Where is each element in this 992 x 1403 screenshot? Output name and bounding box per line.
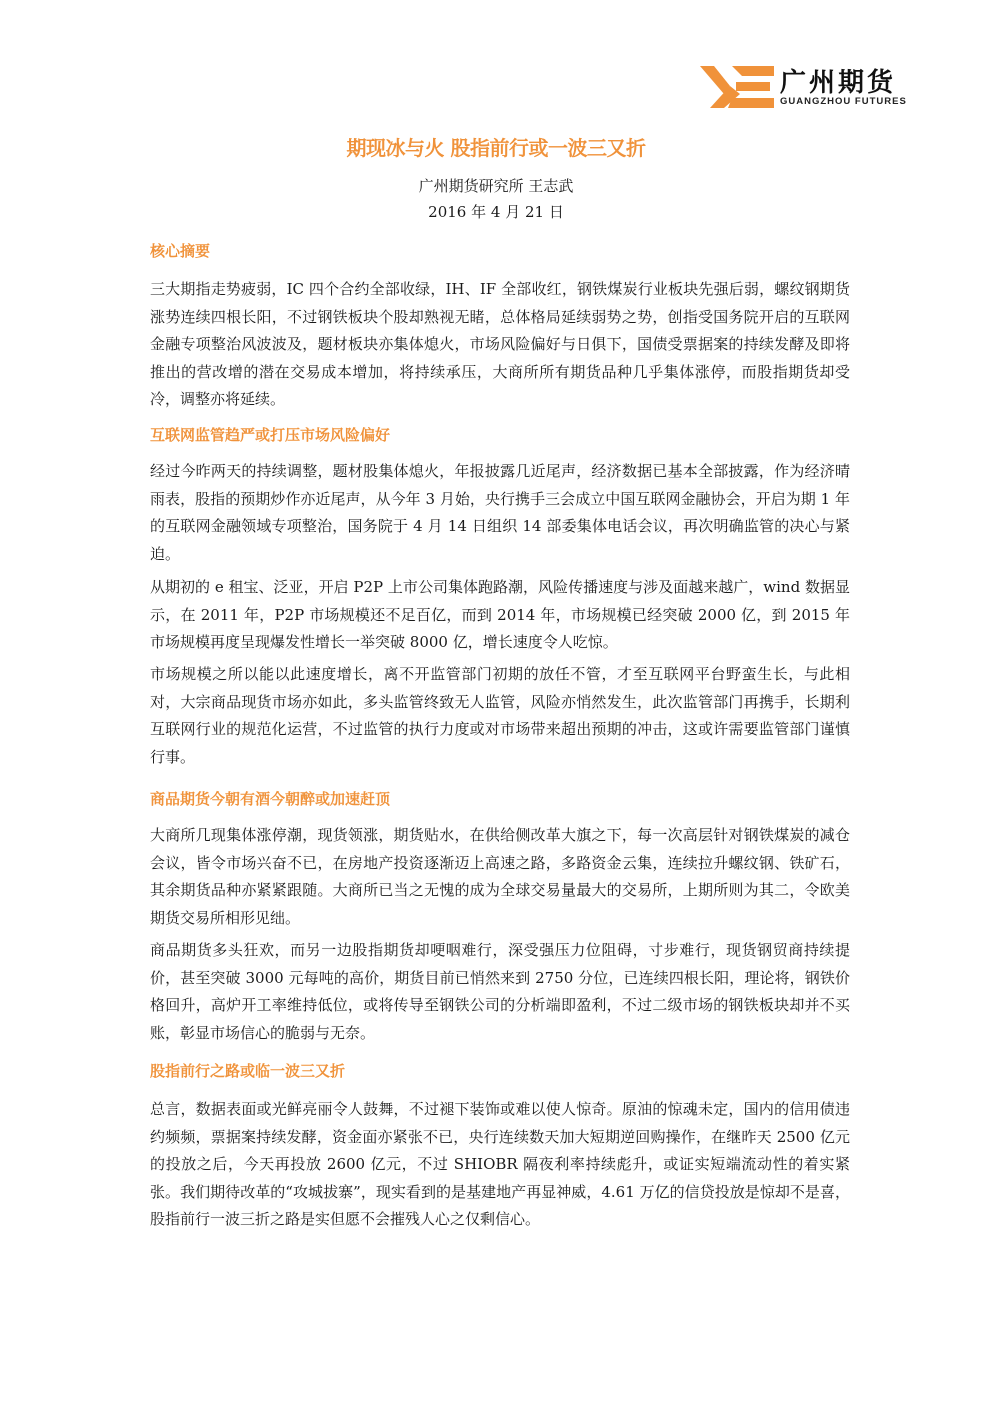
ye-logo-icon	[700, 64, 774, 110]
section-heading-summary: 核心摘要	[150, 242, 211, 260]
document-title: 期现冰与火 股指前行或一波三又折	[346, 136, 646, 160]
logo-english-name: GUANGZHOU FUTURES	[780, 96, 907, 107]
section-heading-index-outlook: 股指前行之路或临一波三又折	[150, 1062, 346, 1080]
section-heading-commodity-futures: 商品期货今朝有酒今朝醉或加速赶顶	[150, 790, 391, 808]
body-paragraph: 总言，数据表面或光鲜亮丽令人鼓舞，不过褪下装饰或难以使人惊奇。原油的惊魂未定，国内的信用债违约频频，票据案持续发酵，资金面亦紧张不已，央行连续数天加大短期逆回购操作，在继昨天 2500 亿元的投放之后，今天再投放 2600 亿元，不过 SHIOBR 隔夜利率持续彪升，或证实短端流动性的着实紧张。我们期待改革的“攻城拔寨”，现实看到的是基建地产再显神威，4.61 万亿的信贷投放是惊却不是喜，股指前行一波三折之路是实但愿不会摧残人心之仅剩信心。	[150, 1100, 850, 1228]
document-date: 2016 年 4 月 21 日	[428, 203, 564, 221]
body-paragraph: 大商所几现集体涨停潮，现货领涨，期货贴水，在供给侧改革大旗之下，每一次高层针对钢铁煤炭的减仓会议，皆令市场兴奋不已，在房地产投资逐渐迈上高速之路，多路资金云集，连续拉升螺纹钢、铁矿石，其余期货品种亦紧紧跟随。大商所已当之无愧的成为全球交易量最大的交易所，上期所则为其二，令欧美期货交易所相形见绌。	[150, 826, 850, 927]
body-paragraph: 经过今昨两天的持续调整，题材股集体熄火，年报披露几近尾声，经济数据已基本全部披露，作为经济晴雨表，股指的预期炒作亦近尾声，从今年 3 月始，央行携手三会成立中国互联网金融协会，开启为期 1 年的互联网金融领域专项整治，国务院于 4 月 14 日组织 14 部委集体电话会议，再次明确监管的决心与紧迫。	[150, 462, 850, 563]
company-logo	[700, 62, 922, 112]
body-paragraph: 从期初的 e 租宝、泛亚，开启 P2P 上市公司集体跑路潮，风险传播速度与涉及面越来越广，wind 数据显示，在 2011 年，P2P 市场规模还不足百亿，而到 2014 年，市场规模已经突破 2000 亿，到 2015 年市场规模再度呈现爆发性增长一举突破 8000 亿，增长速度令人吃惊。	[150, 578, 850, 651]
document-author: 广州期货研究所 王志武	[418, 177, 574, 195]
section-heading-internet-regulation: 互联网监管趋严或打压市场风险偏好	[150, 426, 391, 444]
logo-chinese-name: 广州期货	[780, 68, 897, 98]
body-paragraph: 市场规模之所以能以此速度增长，离不开监管部门初期的放任不管，才至互联网平台野蛮生长，与此相对，大宗商品现货市场亦如此，多头监管终致无人监管，风险亦悄然发生，此次监管部门再携手，长期利互联网行业的规范化运营，不过监管的执行力度或对市场带来超出预期的冲击，这或许需要监管部门谨慎行事。	[150, 665, 850, 766]
summary-paragraph: 三大期指走势疲弱，IC 四个合约全部收绿，IH、IF 全部收红，钢铁煤炭行业板块先强后弱，螺纹钢期货涨势连续四根长阳，不过钢铁板块个股却熟视无睹，总体格局延续弱势之势，创指受国务院开启的互联网金融专项整治风波波及，题材板块亦集体熄火，市场风险偏好与日俱下，国债受票据案的持续发酵及即将推出的营改增的潜在交易成本增加，将持续承压，大商所所有期货品种几乎集体涨停，而股指期货却受冷，调整亦将延续。	[150, 280, 850, 408]
body-paragraph: 商品期货多头狂欢，而另一边股指期货却哽咽难行，深受强压力位阻碍，寸步难行，现货钢贸商持续提价，甚至突破 3000 元每吨的高价，期货目前已悄然来到 2750 分位，已连续四根长阳，理论将，钢铁价格回升，高炉开工率维持低位，或将传导至钢铁公司的分析端即盈利，不过二级市场的钢铁板块却并不买账，彰显市场信心的脆弱与无奈。	[150, 941, 850, 1042]
